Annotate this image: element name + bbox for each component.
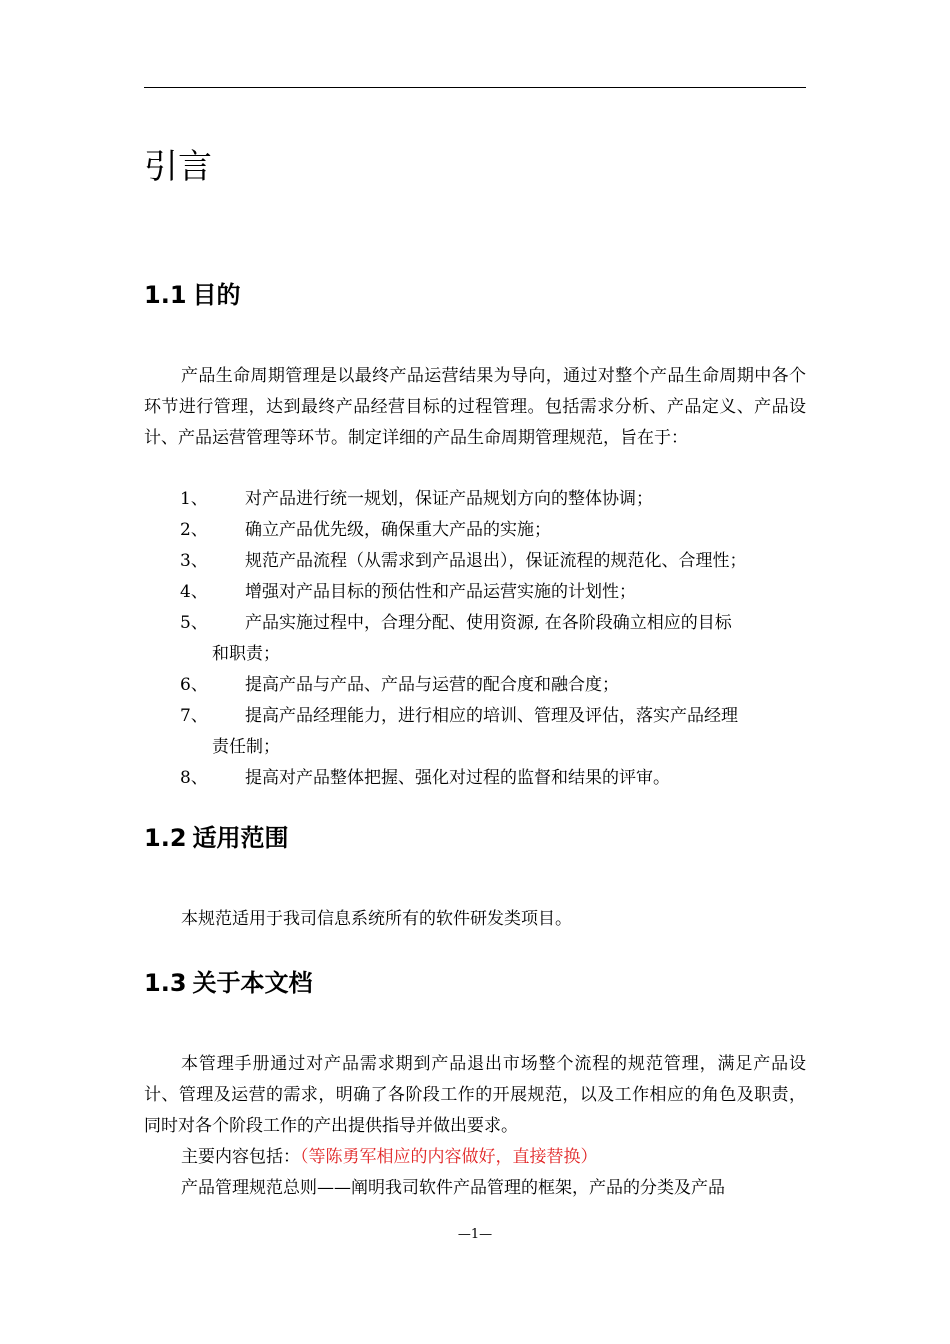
section-title: 适用范围 (192, 824, 289, 852)
section-number: 1.1 (144, 281, 187, 309)
header-rule (144, 87, 806, 88)
list-item-continuation (180, 639, 808, 670)
purpose-intro-paragraph: 产品生命周期管理是以最终产品运营结果为导向，通过对整个产品生命周期中各个环节进行管理，达到最终产品经营目标的过程管理。包括需求分析、产品定义、产品设计、产品运营管理等环节。制定详细的产品生命周期管理规范，旨在于： (144, 366, 806, 448)
list-item-text: 规范产品流程（从需求到产品退出），保证流程的规范化、合理性； (245, 551, 747, 571)
list-item (180, 670, 808, 701)
list-item-number: 7、 (180, 706, 208, 726)
list-item-number: 6、 (180, 675, 208, 695)
about-paragraph: 本管理手册通过对产品需求期到产品退出市场整个流程的规范管理，满足产品设计、管理及运营的需求，明确了各阶段工作的开展规范，以及工作相应的角色及职责，同时对各个阶段工作的产出提供指导并做出要求。 (144, 1054, 806, 1136)
section-heading-purpose (144, 283, 241, 307)
list-item-text: 对产品进行统一规划，保证产品规划方向的整体协调； (245, 489, 653, 509)
list-item-number: 5、 (180, 613, 208, 633)
list-item-text: 责任制； (212, 737, 280, 757)
section-number: 1.3 (144, 969, 187, 997)
list-item-number: 4、 (180, 582, 208, 602)
list-item-text: 产品实施过程中，合理分配、使用资源, 在各阶段确立相应的目标 (245, 613, 732, 633)
page-number: —1— (457, 1227, 493, 1242)
list-item (180, 484, 808, 515)
list-item-text: 增强对产品目标的预估性和产品运营实施的计划性； (245, 582, 636, 602)
chapter-title: 引言 (144, 147, 212, 187)
scope-paragraph: 本规范适用于我司信息系统所有的软件研发类项目。 (181, 909, 572, 929)
list-item-number: 2、 (180, 520, 208, 540)
contents-label: 主要内容包括： (181, 1147, 300, 1167)
section-heading-scope (144, 826, 289, 850)
section-number: 1.2 (144, 824, 187, 852)
section-heading-about (144, 971, 313, 995)
list-item (180, 515, 808, 546)
contents-intro (144, 1142, 806, 1173)
list-item-continuation (180, 732, 808, 763)
list-item-number: 1、 (180, 489, 208, 509)
list-item-text: 和职责； (212, 644, 280, 664)
list-item (180, 701, 808, 732)
list-item-text: 提高产品与产品、产品与运营的配合度和融合度； (245, 675, 619, 695)
list-item (180, 546, 808, 577)
contents-first-item: 产品管理规范总则——阐明我司软件产品管理的框架，产品的分类及产品 (181, 1178, 725, 1198)
editor-note: （等陈勇军相应的内容做好，直接替换） (300, 1147, 598, 1167)
list-item (180, 763, 808, 794)
list-item (180, 608, 808, 639)
list-item (180, 577, 808, 608)
section-title: 关于本文档 (192, 969, 313, 997)
purpose-list (180, 484, 808, 794)
list-item-text: 提高对产品整体把握、强化对过程的监督和结果的评审。 (245, 768, 670, 788)
section-title: 目的 (192, 281, 241, 309)
list-item-text: 提高产品经理能力，进行相应的培训、管理及评估，落实产品经理 (245, 706, 738, 726)
list-item-text: 确立产品优先级，确保重大产品的实施； (245, 520, 551, 540)
list-item-number: 8、 (180, 768, 208, 788)
list-item-number: 3、 (180, 551, 208, 571)
